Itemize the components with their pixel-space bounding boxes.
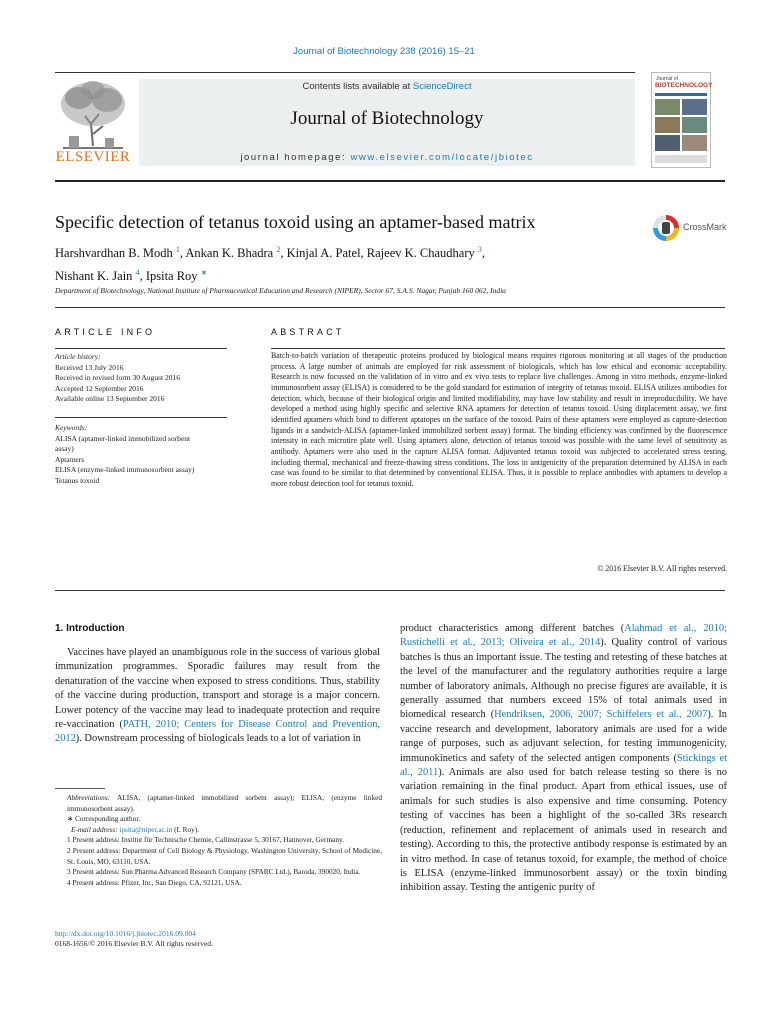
introduction-heading: 1. Introduction (55, 623, 125, 634)
article-title: Specific detection of tetanus toxoid using an aptamer-based matrix (55, 212, 536, 232)
intro-right-text: product characteristics among different batches ( (400, 623, 625, 634)
homepage-link[interactable]: www.elsevier.com/locate/jbiotec (350, 152, 534, 163)
journal-title: Journal of Biotechnology (290, 108, 484, 129)
abbreviations-label: Abbreviations: (67, 793, 111, 802)
doi-url[interactable]: http://dx.doi.org/10.1016/j.jbiotec.2016.09.004 (55, 929, 196, 938)
author-footnote-mark[interactable]: 2 (276, 245, 281, 254)
abbreviations-text: ALISA, (aptamer-linked immobilized sorbent assay); ELISA, (enzyme linked immunosorbent assay). (67, 793, 382, 813)
footnote-4: 4 Present address: Pfizer, Inc, San Diego, CA, 92121, USA. (67, 877, 242, 887)
author-name[interactable]: Rajeev K. Chaudhary (366, 246, 475, 261)
cover-band (655, 93, 707, 96)
cover-title-top: Journal of (656, 76, 678, 82)
abstract-copyright: © 2016 Elsevier B.V. All rights reserved. (597, 564, 727, 573)
intro-right-text: ). Animals are also used for batch release testing so there is no variation remaining in the final product. Apart from ethical issues, use of animals for such studies is also expensive and time consuming. Potency testing of vaccines has been a highlight of the so-called 3Rs research (reduction, refinement and replacement of animals used in research and testing). According to this, the protective antibody response is estimated by an in vitro method. In case of tetanus toxoid, for example, the method of choice is ELISA (enzyme-linked immunosorbent assay) or the toxin binding inhibition assay. Testing the antigenic purity of (400, 767, 727, 894)
author-name[interactable]: Harshvardhan B. Modh (55, 246, 173, 261)
cover-title-main: BIOTECHNOLOGY (655, 82, 713, 89)
elsevier-logo (55, 76, 131, 166)
keywords-rule (55, 417, 227, 418)
section-rule (55, 307, 725, 308)
history-label: Article history: (55, 352, 101, 361)
article-info-heading: ARTICLE INFO (55, 327, 156, 337)
footnote-email (55, 825, 382, 836)
body-rule (55, 590, 725, 591)
cover-images (655, 99, 707, 151)
doi-link[interactable] (55, 929, 196, 938)
intro-left-text: Vaccines have played an unambiguous role in the success of various global immunization programmes. Sporadic failures may result from the denaturation of the vaccine when exposed to stress conditions. Thus, stability of the vaccine during production, transport and storage is a major concern. Lower potency of the vaccine may lead to inadequate protection and require re-vaccination ( (55, 647, 380, 731)
journal-reference[interactable]: Journal of Biotechnology 238 (2016) 15–21 (293, 46, 475, 57)
journal-cover-thumbnail[interactable] (651, 72, 711, 168)
citation-link[interactable]: PATH, 2010; Centers for Disease Control and Prevention, 2012 (55, 719, 380, 745)
footnote-abbreviations (55, 793, 382, 814)
top-rule (55, 72, 635, 73)
elsevier-wordmark: ELSEVIER (55, 149, 131, 165)
journal-homepage (139, 152, 635, 163)
keyword: ELISA (enzyme-linked immunosorbent assay) (55, 465, 195, 474)
crossmark-badge[interactable] (652, 213, 728, 243)
history-received: Received 13 July 2016 (55, 362, 124, 372)
intro-paragraph-right (400, 622, 727, 896)
intro-left-text: ). Downstream processing of biologicals leads to a lot of variation in (75, 733, 361, 745)
footnote-1: 1 Present address: Institut für Technische Chemie, Callinstrasse 5, 30167, Hannover, Germany. (67, 835, 345, 845)
keyword: Tetanus toxoid (55, 475, 100, 485)
contents-prefix: Contents lists available at (302, 81, 413, 92)
abstract-heading: ABSTRACT (271, 327, 345, 337)
intro-right-text: ). In vaccine research and development, laboratory animals are used for a wide range of purposes, such as adjuvant selection, for testing immunogenicity, immunokinetics and safety of the selected antigen components ( (400, 709, 727, 764)
issn-line: 0168-1656/© 2016 Elsevier B.V. All rights reserved. (55, 939, 213, 948)
history-online: Available online 13 September 2016 (55, 394, 165, 403)
citation-link[interactable]: Stickings et al., 2011 (400, 752, 727, 779)
email-link[interactable]: ipsita@niper.ac.in (119, 824, 173, 834)
crossmark-label: CrossMark (683, 222, 727, 232)
email-suffix: (I. Roy). (172, 824, 200, 834)
author-name[interactable]: Ipsita Roy (145, 269, 198, 284)
author-list: Harshvardhan B. Modh $^1$, Ankan K. Bhadra $^2$, Kinjal A. Patel, Rajeev K. Chaudhary $^3$, Nishant K. Jain $^4$, Ipsita Roy ∗ (55, 245, 485, 284)
cover-footer-band (655, 155, 707, 163)
crossmark-icon (652, 214, 680, 242)
keyword: Aptamers (55, 454, 85, 464)
corresponding-author-mark[interactable]: ∗ (200, 268, 208, 278)
email-label: E-mail address: (71, 824, 120, 834)
citation-link[interactable]: Alahmad et al., 2010; Rustichelli et al., 2013; Oliveira et al., 2014 (400, 623, 727, 649)
footnote-2: 2 Present address: Department of Cell Biology & Physiology, Washington University, School of Medicine, St. Louis, MO, 63110, USA. (67, 845, 382, 866)
citation-link[interactable]: Hendriksen, 2006, 2007; Schiffelers et al., 2007 (494, 709, 708, 721)
contents-line (139, 81, 635, 92)
abstract-rule (271, 348, 725, 349)
article-history (55, 352, 230, 405)
keyword: ALISA (aptamer-linked immobilized sorbent assay) (55, 433, 191, 453)
footnotes (55, 793, 382, 888)
author-name[interactable]: Nishant K. Jain (55, 269, 133, 284)
author-name[interactable]: Ankan K. Bhadra (185, 246, 274, 261)
keywords-label: Keywords: (55, 423, 88, 432)
author-footnote-mark[interactable]: 3 (477, 245, 482, 254)
author-name[interactable]: Kinjal A. Patel (286, 246, 361, 261)
affiliation: Department of Biotechnology, National Institute of Pharmaceutical Education and Research (NIPER), Sector 67, S.A.S. Nagar, Punjab 160 062, India (55, 286, 506, 295)
abstract-text: Batch-to-batch variation of therapeutic proteins produced by biological means requires rigorous monitoring at all stages of the production process. A large number of animals are employed for risk assessment of biologicals, which has low ethical and economic acceptability. Research is now focussed on the validation of in vitro and ex vivo tests to replace live challenges. Among in vitro methods, enzyme-linked immunosorbent assay (ELISA) is considered to be the gold standard for estimation of integrity of tetanus toxoid. ELISA utilizes antibodies for detection, which, because of their biological origin and limited modifiability, may have low stability and result in irreproducibility. We have developed a method using highly specific and selective RNA aptamers for detection of tetanus toxoid. Using displacement assay, we first identified aptamers which bind to different aptatopes on the surface of the toxoid. Pairs of these aptamers were employed as capture-detection ligands in a sandwich-ALISA (aptamer-linked immobilized sorbent assay) format. The binding efficiency was confirmed by the fluorescence intensity in each microtire plate well. Using aptamers alone, detection of tetanus toxoid was possible with the same level of sensitivity as antibody. Aptamers were also used in the capture ALISA format. Adjuvanted tetanus toxoid was subjected to accelerated stress testing, including thermal, mechanical and freeze-thawing stress conditions. The loss in antigenicity of the preparation determined by ALISA in each case was found to be similar to that determined by conventional ELISA. Thus, it is possible to replace antibodies with aptamers to develop a more robust detection tool for tetanus toxoid. (271, 351, 727, 488)
keywords (55, 423, 230, 486)
footnote-3: 3 Present address: Sun Pharma Advanced Research Company (SPARC Ltd.), Baroda, 390020, India. (67, 867, 361, 877)
history-accepted: Accepted 12 September 2016 (55, 383, 144, 393)
footnote-rule (55, 788, 105, 789)
intro-paragraph-left (55, 646, 380, 747)
header-bottom-rule (55, 180, 725, 182)
intro-right-text: ). Quality control of various batches is thus an important issue. The testing and retesting of these batches at the level of the manufacturer and the regulatory authorities require a large number of laboratory animals. Although no precise figures are available, it is generally assumed that numbers exceed 15% of total animals used in biomedical research ( (400, 637, 727, 721)
sciencedirect-link[interactable]: ScienceDirect (412, 81, 472, 92)
homepage-prefix: journal homepage: (240, 152, 351, 163)
author-footnote-mark[interactable]: 4 (135, 268, 140, 278)
history-revised: Received in revised form 30 August 2016 (55, 373, 180, 382)
footnote-corresponding: ∗ Corresponding author. (67, 814, 141, 824)
author-footnote-mark[interactable]: 1 (175, 245, 180, 254)
article-info-rule (55, 348, 227, 349)
